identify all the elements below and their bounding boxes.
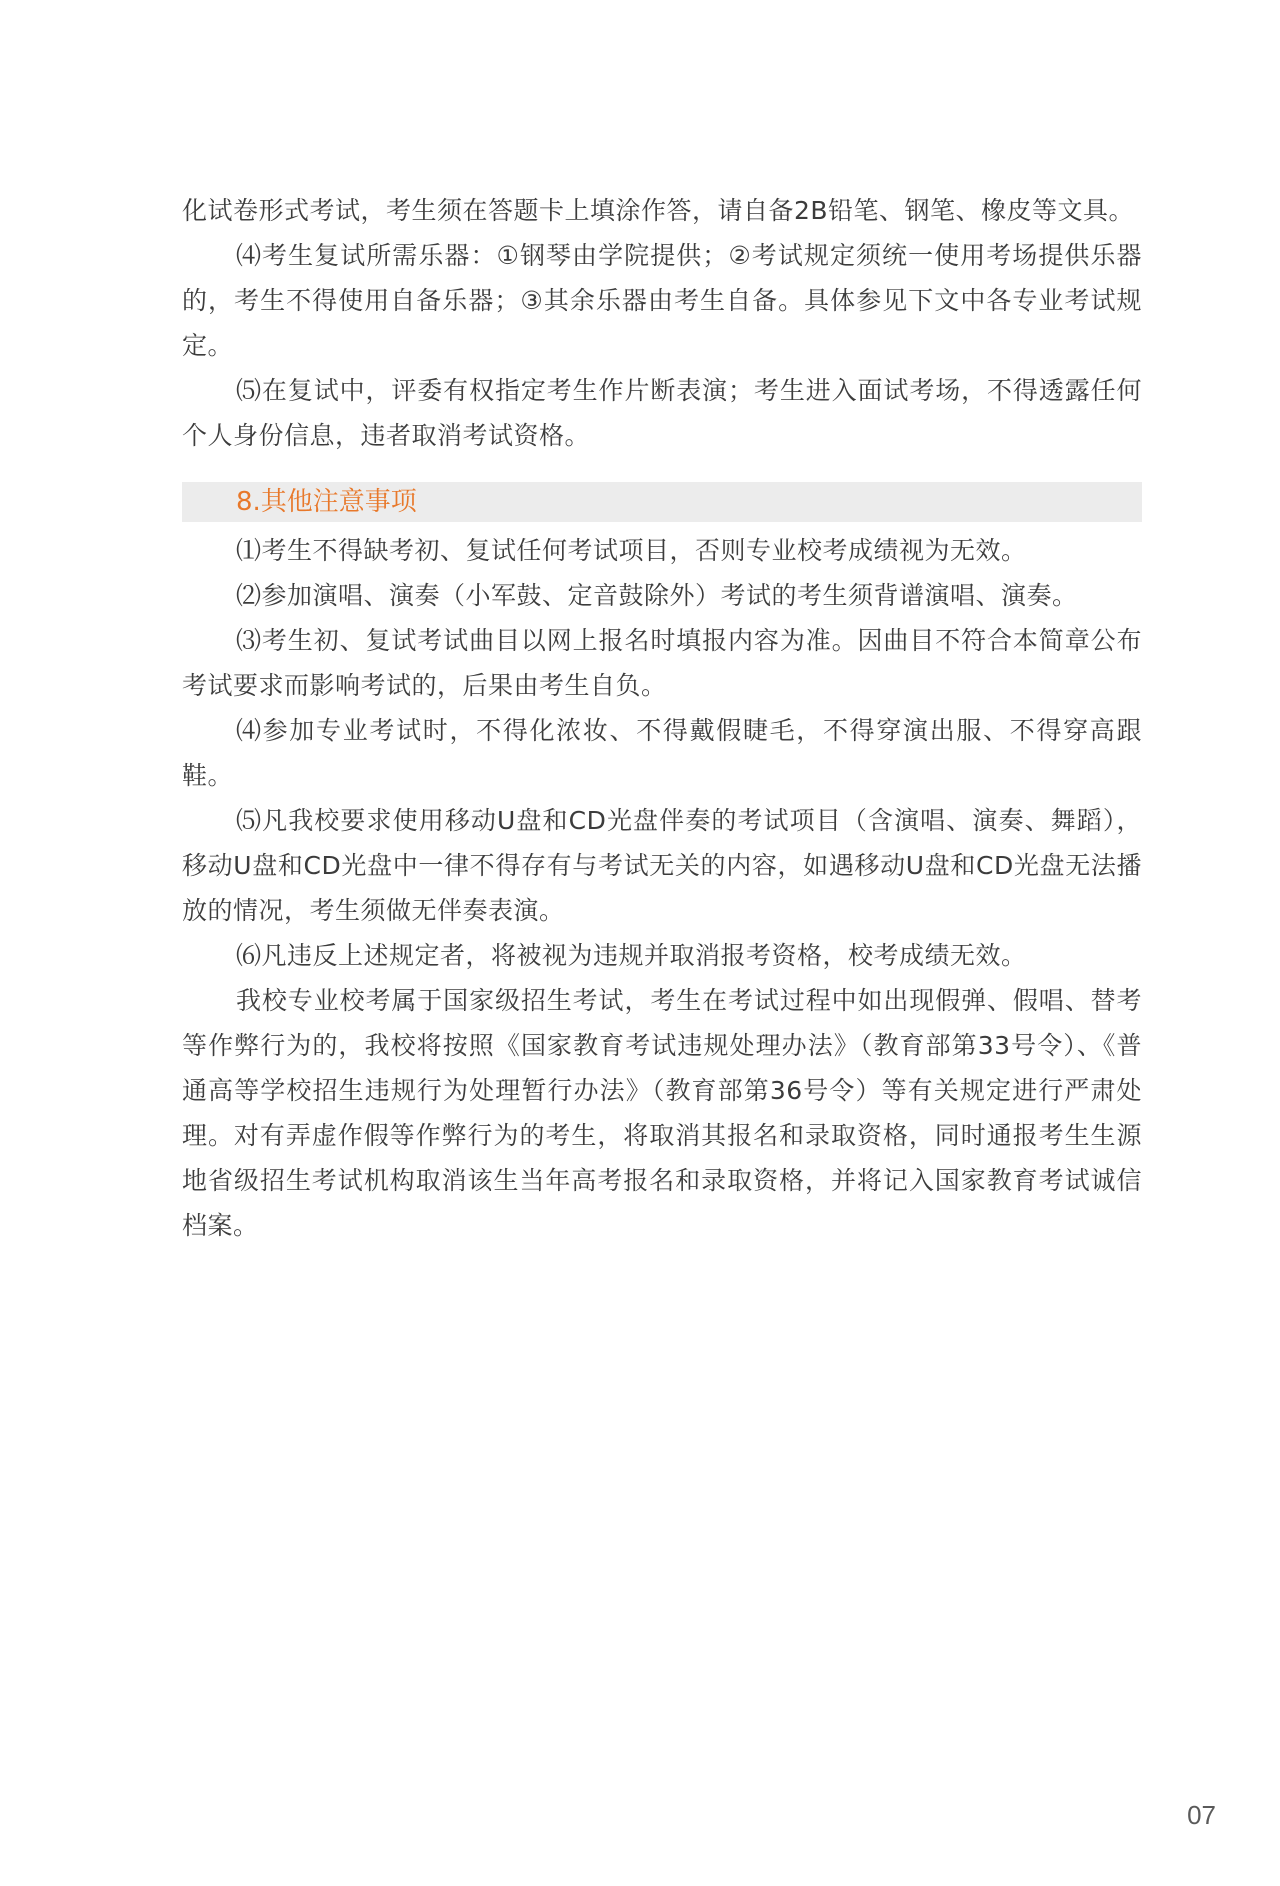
paragraph-item-5: ⑸凡我校要求使用移动U盘和CD光盘伴奏的考试项目（含演唱、演奏、舞蹈），移动U盘和CD光盘中一律不得存有与考试无关的内容，如遇移动U盘和CD光盘无法播放的情况，考生须做无伴奏表演。 xyxy=(182,806,1142,925)
section-heading-title: 8.其他注意事项 xyxy=(236,487,417,517)
paragraph-retest-performance: ⑸在复试中，评委有权指定考生作片断表演；考生进入面试考场，不得透露任何个人身份信息，违者取消考试资格。 xyxy=(182,376,1142,450)
document-body xyxy=(182,188,1142,1248)
paragraph-item-4: ⑷参加专业考试时，不得化浓妆、不得戴假睫毛，不得穿演出服、不得穿高跟鞋。 xyxy=(182,716,1142,790)
paragraph-instruments: ⑷考生复试所需乐器：①钢琴由学院提供；②考试规定须统一使用考场提供乐器的，考生不得使用自备乐器；③其余乐器由考生自备。具体参见下文中各专业考试规定。 xyxy=(182,241,1142,360)
paragraph-item-2: ⑵参加演唱、演奏（小军鼓、定音鼓除外）考试的考生须背谱演唱、演奏。 xyxy=(236,581,1078,610)
page-number: 07 xyxy=(1187,1800,1216,1830)
paragraph-item-6: ⑹凡违反上述规定者，将被视为违规并取消报考资格，校考成绩无效。 xyxy=(236,941,1027,970)
paragraph-item-1: ⑴考生不得缺考初、复试任何考试项目，否则专业校考成绩视为无效。 xyxy=(236,536,1027,565)
paragraph-cheating-policy: 我校专业校考属于国家级招生考试，考生在考试过程中如出现假弹、假唱、替考等作弊行为的，我校将按照《国家教育考试违规处理办法》（教育部第33号令）、《普通高等学校招生违规行为处理暂行办法》（教育部第36号令）等有关规定进行严肃处理。对有弄虚作假等作弊行为的考生，将取消其报名和录取资格，同时通报考生生源地省级招生考试机构取消该生当年高考报名和录取资格，并将记入国家教育考试诚信档案。 xyxy=(182,986,1142,1240)
section-heading-bar xyxy=(182,482,1142,522)
paragraph-item-3: ⑶考生初、复试考试曲目以网上报名时填报内容为准。因曲目不符合本简章公布考试要求而影响考试的，后果由考生自负。 xyxy=(182,626,1142,700)
paragraph-exam-stationery: 化试卷形式考试，考生须在答题卡上填涂作答，请自备2B铅笔、钢笔、橡皮等文具。 xyxy=(182,196,1135,225)
